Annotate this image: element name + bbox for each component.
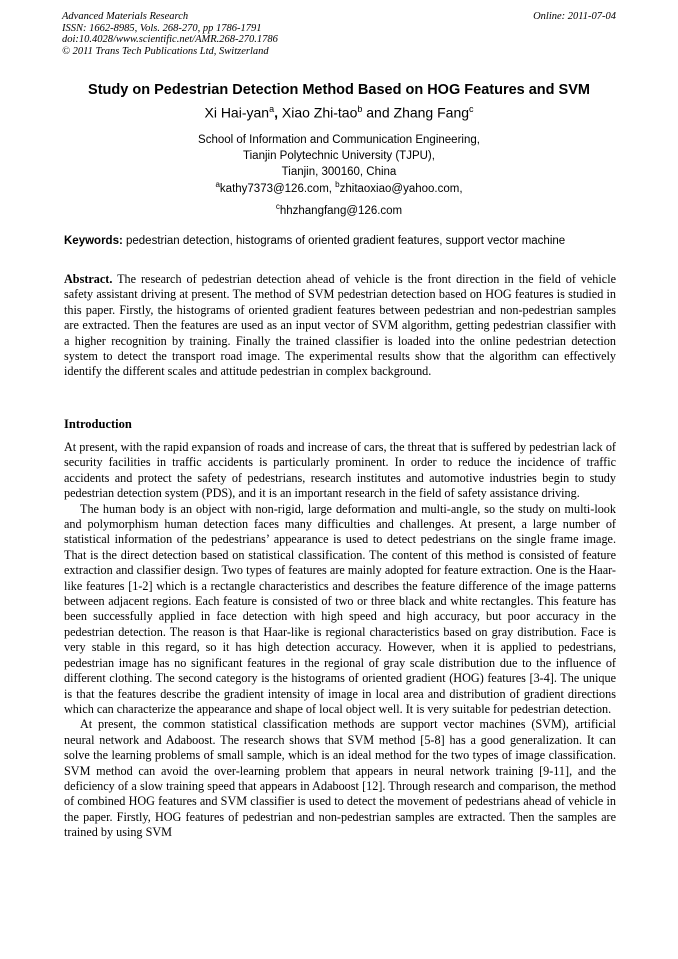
author-3-sup: c	[469, 104, 474, 114]
author-2-sup: b	[357, 104, 363, 114]
author-1: Xi Hai-yan	[204, 104, 270, 121]
email-c-sup: c	[275, 202, 280, 211]
paper-title: Study on Pedestrian Detection Method Based on HOG Features and SVM	[88, 82, 590, 98]
journal-header	[62, 11, 616, 57]
email-a-sup: a	[215, 180, 220, 189]
keywords-text: pedestrian detection, histograms of oriented gradient features, support vector machine	[126, 235, 566, 247]
author-3: Zhang Fang	[393, 104, 470, 121]
affiliation-line-3: Tianjin, 300160, China	[281, 166, 397, 178]
keywords-label: Keywords:	[64, 235, 123, 247]
introduction-heading: Introduction	[64, 417, 132, 431]
intro-paragraph-1: At present, with the rapid expansion of roads and increase of cars, the threat that is suffered by pedestrian lack of security facilities in traffic accidents is particularly prominent. In order to reduce the incidence of traffic accidents and protect the safety of pedestrians, research institutes and automotive industries begin to study pedestrian detection system (PDS), and it is an important research in the field of safety assistance driving.	[64, 440, 616, 501]
journal-name: Advanced Materials Research	[62, 11, 189, 22]
author-1-sup: a	[269, 104, 275, 114]
abstract-label: Abstract.	[64, 272, 113, 286]
introduction-body	[64, 440, 616, 841]
email-c: hhzhangfang@126.com	[279, 204, 403, 217]
keywords	[64, 235, 620, 247]
affiliation	[90, 132, 588, 180]
intro-paragraph-3: At present, the common statistical classification methods are support vector machines (SVM), artificial neural network and Adaboost. The research shows that SVM method [5-8] has a good generalization. It can solve the learning problems of small sample, which is an ideal method for the two types of image classification. SVM method can avoid the over-learning problem that appears in neural network training [9-11], and the deficiency of a slow training speed that appears in Adaboost [12]. Through research and comparison, the method of combined HOG features and SVM classifier is used to detect the movement of pedestrians ahead of vehicle in the paper. Firstly, HOG features of pedestrian and non-pedestrian samples are extracted. Then the samples are trained by using SVM	[64, 717, 616, 840]
issn-line: ISSN: 1662-8985, Vols. 268-270, pp 1786-1791	[62, 22, 262, 34]
abstract	[64, 272, 616, 380]
copyright-line: © 2011 Trans Tech Publications Ltd, Switzerland	[62, 45, 269, 57]
email-b: zhitaoxiao@yahoo.com,	[339, 182, 463, 195]
author-2: Xiao Zhi-tao	[281, 104, 358, 121]
email-line-2	[90, 202, 588, 217]
abstract-text: The research of pedestrian detection ahead of vehicle is the front direction in the field of vehicle safety assistant driving at present. The method of SVM pedestrian detection based on HOG features is studied in this paper. Firstly, the histograms of oriented gradient features between pedestrian and non-pedestrian samples are extracted. Then the features are used as an input vector of SVM algorithm, getting pedestrian classifier with a higher recognition by training. Finally the trained classifier is loaded into the online pedestrian detection system to detect the transport road image. The experimental results show that the algorithm can effectively identify the different scales and attitude pedestrian in complex background.	[64, 272, 616, 379]
affiliation-line-1: School of Information and Communication Engineering,	[198, 134, 480, 146]
email-a: kathy7373@126.com,	[219, 182, 332, 195]
doi-line: doi:10.4028/www.scientific.net/AMR.268-270.1786	[62, 34, 278, 46]
intro-paragraph-2: The human body is an object with non-rigid, large deformation and multi-angle, so the study on multi-look and polymorphism human detection faces many difficulties and challenges. At present, a large number of statistical information of the pedestrians’ appearance is used to detect pedestrians on the single frame image. That is the direct detection based on statistical classification. The content of this method is consisted of feature extraction and classifier design. Two types of features are mainly adopted for feature extraction. One is the Haar-like features [1-2] which is a rectangle characteristics and describes the feature difference of the image patterns between adjacent regions. Each feature is consisted of two or three black and white rectangles. This feature has been successfully applied in face detection with high speed and high accuracy, but poor accuracy in the pedestrian detection. The reason is that Haar-like is regional characteristics based on gray distribution. Face is very stable in this regard, so it has high detection accuracy. However, when it is applied to pedestrians, pedestrian image has no significant features in the regional of gray scale distribution due to the influence of different clothing. The second category is the histograms of oriented gradient (HOG) features [3-4]. The unique is that the features describe the gradient intensity of image in local area and distribution of gradient directions which can characterize the appearance and shape of local object well. It is very suitable for pedestrian detection.	[64, 501, 616, 716]
online-date: Online: 2011-07-04	[533, 11, 616, 22]
affiliation-line-2: Tianjin Polytechnic University (TJPU),	[243, 150, 435, 162]
author-list: Xi Hai-yan$^a$, Xiao Zhi-tao$^b$ and Zhang Fang$^c$	[204, 104, 474, 121]
email-line	[90, 180, 588, 195]
email-b-sup: b	[335, 180, 340, 189]
